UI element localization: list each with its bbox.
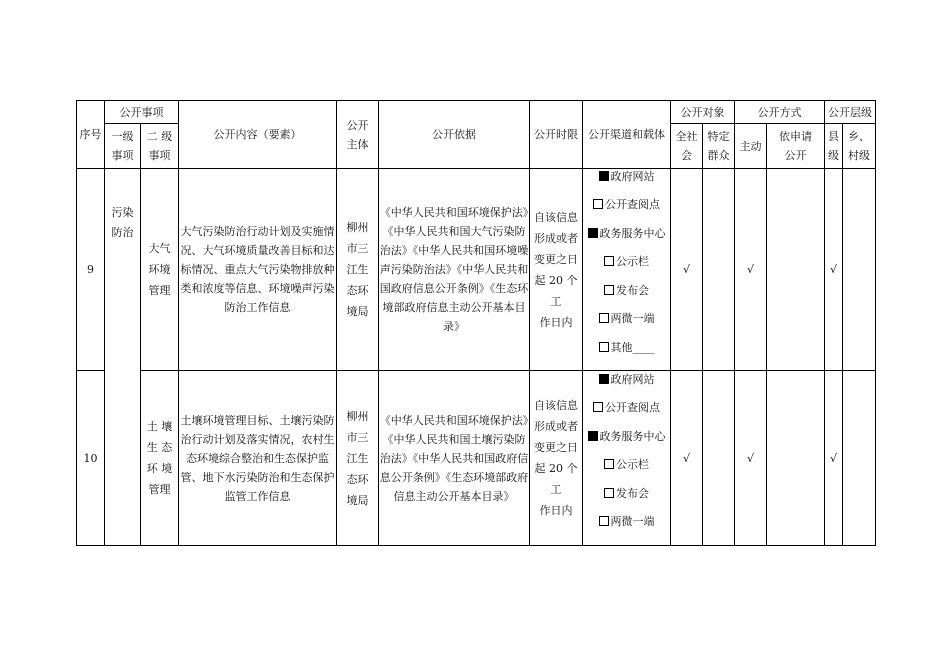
mark-active: √ bbox=[735, 371, 767, 546]
channel-item: 其他____ bbox=[583, 341, 670, 370]
header-target-all: 全社 会 bbox=[671, 124, 703, 169]
header-item-group: 公开事项 bbox=[105, 101, 179, 124]
header-time-limit: 公开时限 bbox=[530, 101, 583, 169]
channel-item: 公开查阅点 bbox=[583, 401, 670, 430]
basis-cell: 《中华人民共和国环境保护法》《中华人民共和国土壤污染防治法》《中华人民共和国政府信息公开条例》《生态环境部政府信息主动公开基本目录》 bbox=[379, 371, 530, 546]
channel-item: 发布会 bbox=[583, 284, 670, 313]
checkbox-checked-icon bbox=[599, 374, 609, 384]
header-level2: 二 级 事项 bbox=[141, 124, 179, 169]
channel-item: 政务服务中心 bbox=[583, 430, 670, 459]
table-row bbox=[77, 371, 876, 546]
mark-township bbox=[843, 169, 876, 371]
table-row bbox=[77, 169, 876, 371]
mark-request bbox=[767, 169, 825, 371]
channel-item: 两微一端 bbox=[583, 312, 670, 341]
level1-cell: 污染 防治 bbox=[105, 169, 141, 546]
header-row-1 bbox=[77, 101, 876, 124]
mark-all: √ bbox=[671, 169, 703, 371]
channel-item: 公开查阅点 bbox=[583, 198, 670, 227]
header-method-group: 公开方式 bbox=[735, 101, 825, 124]
header-method-request: 依申请 公开 bbox=[767, 124, 825, 169]
header-basis: 公开依据 bbox=[379, 101, 530, 169]
header-method-active: 主动 bbox=[735, 124, 767, 169]
level2-cell: 大气 环境 管理 bbox=[141, 169, 179, 371]
mark-request bbox=[767, 371, 825, 546]
header-level1: 一级 事项 bbox=[105, 124, 141, 169]
checkbox-empty-icon bbox=[599, 313, 609, 323]
content-cell: 土壤环境管理目标、土壤污染防治行动计划及落实情况，农村生态环境综合整治和生态保护监管、地下水污染防治和生态保护监管工作信息 bbox=[179, 371, 337, 546]
time-limit-cell: 自该信息 形成或者 变更之日 起 20 个工 作日内 bbox=[530, 371, 583, 546]
content-cell: 大气污染防治行动计划及实施情况、大气环境质量改善目标和达标情况、重点大气污染物排放种类和浓度等信息、环境噪声污染防治工作信息 bbox=[179, 169, 337, 371]
mark-specific bbox=[703, 169, 735, 371]
channel-item: 公示栏 bbox=[583, 255, 670, 284]
channels-cell bbox=[583, 371, 671, 546]
header-channels: 公开渠道和载体 bbox=[583, 101, 671, 169]
channel-item: 政府网站 bbox=[583, 170, 670, 199]
mark-township bbox=[843, 371, 876, 546]
checkbox-checked-icon bbox=[588, 431, 598, 441]
disclosure-table bbox=[76, 100, 876, 546]
checkbox-empty-icon bbox=[604, 459, 614, 469]
subject-cell: 柳州 市三 江生 态环 境局 bbox=[337, 169, 379, 371]
subject-cell: 柳州 市三 江生 态环 境局 bbox=[337, 371, 379, 546]
checkbox-empty-icon bbox=[604, 285, 614, 295]
checkbox-empty-icon bbox=[599, 342, 609, 352]
basis-cell: 《中华人民共和国环境保护法》《中华人民共和国大气污染防治法》《中华人民共和国环境噪声污染防治法》《中华人民共和国政府信息公开条例》《生态环境部政府信息主动公开基本目录》 bbox=[379, 169, 530, 371]
level2-cell: 土 壤 生 态 环 境 管理 bbox=[141, 371, 179, 546]
header-target-specific: 特定 群众 bbox=[703, 124, 735, 169]
mark-specific bbox=[703, 371, 735, 546]
mark-county: √ bbox=[825, 371, 843, 546]
channel-item: 政务服务中心 bbox=[583, 227, 670, 256]
header-target-group: 公开对象 bbox=[671, 101, 735, 124]
checkbox-empty-icon bbox=[604, 256, 614, 266]
checkbox-empty-icon bbox=[604, 488, 614, 498]
channel-item: 发布会 bbox=[583, 487, 670, 516]
row-seq: 10 bbox=[77, 371, 105, 546]
checkbox-checked-icon bbox=[599, 171, 609, 181]
mark-active: √ bbox=[735, 169, 767, 371]
mark-county: √ bbox=[825, 169, 843, 371]
checkbox-empty-icon bbox=[593, 199, 603, 209]
row-seq: 9 bbox=[77, 169, 105, 371]
checkbox-checked-icon bbox=[588, 228, 598, 238]
header-level-group: 公开层级 bbox=[825, 101, 876, 124]
header-level-county: 县 级 bbox=[825, 124, 843, 169]
channel-item: 两微一端 bbox=[583, 515, 670, 544]
time-limit-cell: 自该信息 形成或者 变更之日 起 20 个工 作日内 bbox=[530, 169, 583, 371]
checkbox-empty-icon bbox=[599, 516, 609, 526]
header-seq: 序号 bbox=[77, 101, 105, 169]
channel-item: 公示栏 bbox=[583, 458, 670, 487]
checkbox-empty-icon bbox=[593, 402, 603, 412]
header-level-township: 乡、 村级 bbox=[843, 124, 876, 169]
channels-cell bbox=[583, 169, 671, 371]
header-subject: 公开 主体 bbox=[337, 101, 379, 169]
mark-all: √ bbox=[671, 371, 703, 546]
channel-item: 政府网站 bbox=[583, 373, 670, 402]
header-content: 公开内容（要素） bbox=[179, 101, 337, 169]
